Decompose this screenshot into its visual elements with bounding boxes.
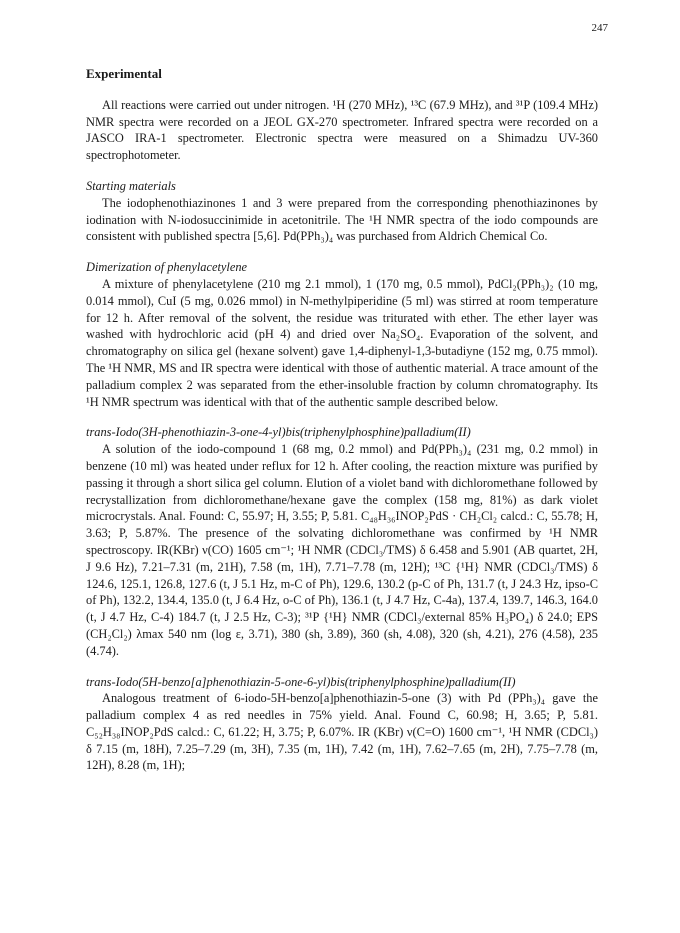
subsection-title: Dimerization of phenylacetylene: [86, 260, 248, 275]
section: [86, 97, 598, 164]
paragraph: Analogous treatment of 6-iodo-5H-benzo[a]phenothiazin-5-one (3) with Pd (PPh₃)₄ gave the palladium complex 4 as red needles in 75% yield. Anal. Found C, 60.98; H, 3.65; P, 5.81. C₅₂H₃₈INOP₂PdS calcd.: C, 61.22; H, 3.75; P, 6.07%. IR (KBr) ν(C=O) 1600 cm⁻¹, ¹H NMR (CDCl₃) δ 7.15 (m, 18H), 7.25–7.29 (m, 3H), 7.35 (m, 1H), 7.42 (m, 1H), 7.62–7.65 (m, 2H), 7.75–7.78 (m, 12H), 8.28 (m, 1H);: [86, 691, 598, 773]
page-number: 247: [591, 22, 608, 34]
paragraph: The iodophenothiazinones 1 and 3 were prepared from the corresponding phenothiazinones by iodination with N-iodosuccinimide in acetonitrile. The ¹H NMR spectra of the iodo compounds are consistent with published spectra [5,6]. Pd(PPh₃)₄ was purchased from Aldrich Chemical Co.: [86, 195, 598, 244]
paragraph: All reactions were carried out under nitrogen. ¹H (270 MHz), ¹³C (67.9 MHz), and ³¹P (109.4 MHz) NMR spectra were recorded on a JEOL GX-270 spectrometer. Infrared spectra were recorded on a JASCO IRA-1 spectrometer. Electronic spectra were measured on a Shimadzu UV-360 spectrophotometer.: [86, 97, 598, 163]
paragraph: A mixture of phenylacetylene (210 mg 2.1 mmol), 1 (170 mg, 0.5 mmol), PdCl₂(PPh₃)₂ (10 mg, 0.014 mmol), CuI (5 mg, 0.026 mmol) in N-methylpiperidine (5 ml) was stirred at room temperature for 12 h. After removal of the solvent, the residue was triturated with ether. The ether layer was washed with hydrochloric acid (pH 4) and dried over Na₂SO₄. Evaporation of the solvent, and chromatography on silica gel (hexane solvent) gave 1,4-diphenyl-1,3-butadiyne (152 mg, 0.75 mmol). The ¹H NMR, MS and IR spectra were identical with those of authentic material. A trace amount of the palladium complex 2 was separated from the ether-insoluble fraction by column chromatography. Its ¹H NMR spectrum was identical with that of the authentic sample described below.: [86, 276, 598, 409]
subsection-title: trans-Iodo(5H-benzo[a]phenothiazin-5-one-6-yl)bis(triphenylphosphine)palladium(II): [86, 674, 516, 689]
section: [86, 424, 598, 659]
sections-container: [86, 97, 598, 774]
subsection-title: trans-Iodo(3H-phenothiazin-3-one-4-yl)bis(triphenylphosphine)palladium(II): [86, 425, 471, 440]
section: [86, 259, 598, 410]
section-heading: Experimental: [86, 66, 162, 81]
paragraph: A solution of the iodo-compound 1 (68 mg, 0.2 mmol) and Pd(PPh₃)₄ (231 mg, 0.2 mmol) in benzene (10 ml) was heated under reflux for 12 h. After cooling, the reaction mixture was purified by passing it through a short silica gel column. Elution of a violet band with dichloromethane followed by recrystallization from dichloromethane/hexane gave the complex (158 mg, 81%) as dark violet microcrystals. Anal. Found: C, 55.97; H, 3.55; P, 5.81. C₄₈H₃₆INOP₂PdS · CH₂Cl₂ calcd.: C, 55.78; H, 3.63; P, 5.87%. The presence of the solvating dichloromethane was confirmed by ¹H NMR spectroscopy. IR(KBr) ν(CO) 1605 cm⁻¹; ¹H NMR (CDCl₃/TMS) δ 6.458 and 5.901 (AB quartet, 2H, J 9.6 Hz), 7.21–7.31 (m, 21H), 7.58 (m, 1H), 7.71–7.78 (m, 12H); ¹³C {¹H} NMR (CDCl₃/TMS) δ 124.6, 125.1, 126.8, 127.6 (t, J 5.1 Hz, m-C of Ph), 129.6, 130.2 (p-C of Ph, 131.7 (t, J 24.3 Hz, ipso-C of Ph), 132.2, 134.4, 135.0 (t, J 6.4 Hz, o-C of Ph), 136.1 (t, J 4.7 Hz, C-4a), 137.4, 139.7, 146.3, 164.0 (t, J 4.7 Hz, C-4) 184.7 (t, J 2.5 Hz, C-3); ³¹P {¹H} NMR (CDCl₃/external 85% H₃PO₄) δ 24.0; EPS (CH₂Cl₂) λmax 540 nm (log ε, 3.71), 380 (sh, 3.89), 360 (sh, 4.08), 320 (sh, 4.21), 276 (4.58), 235 (4.74).: [86, 442, 598, 658]
article-body: [86, 66, 598, 774]
subsection-title: Starting materials: [86, 178, 176, 193]
section: [86, 674, 598, 775]
section: [86, 178, 598, 245]
